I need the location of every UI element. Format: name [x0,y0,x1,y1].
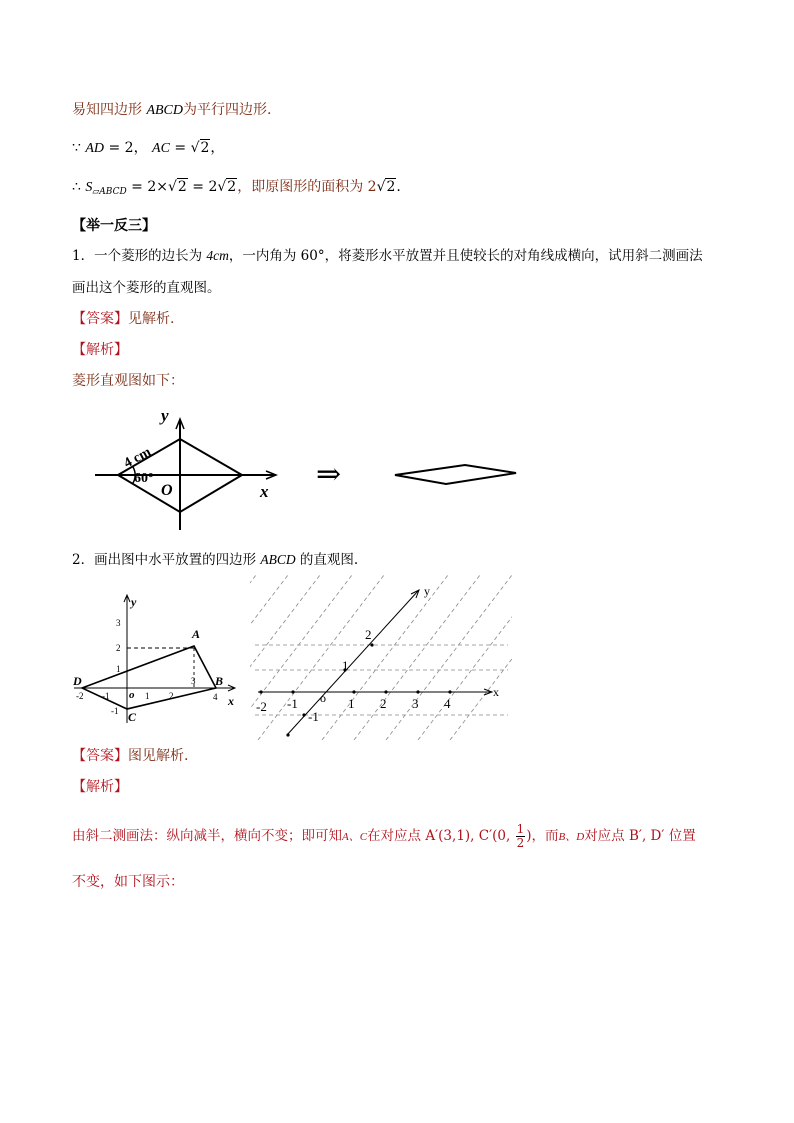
y-label: y [131,595,137,609]
x-tick: -2 [256,699,267,714]
origin-label: o [320,691,326,705]
section-title: 【举一反三】 [72,218,156,234]
oblique-rhombus [395,465,516,484]
q2-analysis-tag: 【解析】 [72,779,128,795]
x-tick: -2 [76,691,84,701]
rhombus-figure [90,405,530,530]
y-label: y [161,406,169,425]
angle-label: 60° [134,471,154,486]
point-d-label: D [73,674,82,688]
sqrt-expr: √2 [190,140,210,156]
y-tick: 1 [342,658,349,673]
q1-line-b: 画出这个菱形的直观图。 [72,280,221,296]
x-tick: -1 [102,691,110,701]
x-tick: 3 [412,696,419,711]
point-b-label: B [215,674,224,688]
side-label: 4 cm [121,444,154,472]
x-tick: 2 [169,691,174,701]
quad-name: ABCD [146,103,184,118]
q2-line: 2．画出图中水平放置的四边形 ABCD 的直观图. [72,552,359,568]
y-tick: 2 [116,643,121,653]
origin-label: o [129,689,135,701]
x-label: x [228,694,234,708]
origin-label: O [161,482,173,499]
x-tick: 2 [380,696,387,711]
x-tick: 1 [348,696,355,711]
y-tick: -1 [111,706,119,716]
point-a-label: A [192,627,201,641]
q2-solution-line: 由斜二测画法：纵向减半，横向不变；即可知A、C在对应点 A′(3,1), C′(0, $\frac{1}{2}$ )，而B、D对应点 B′, D′ 位置 [72,822,696,850]
oblique-grid-figure [250,575,512,740]
x-label: x [493,685,499,699]
q1-line-a: 1．一个菱形的边长为 4cm，一内角为 60°，将菱形水平放置并且使较长的对角线成横向，试用斜二测画法 [72,248,703,264]
y-tick: 2 [365,627,372,642]
text-line-parallelogram: 易知四边形 ABCD为平行四边形. [72,102,272,118]
point-c-label: C [128,710,137,724]
q1-analysis-text: 菱形直观图如下： [72,373,184,389]
q2-solution-end: 不变，如下图示： [72,874,184,890]
x-tick: 4 [213,692,218,702]
quadrilateral-figure [72,588,242,723]
y-label: y [424,584,430,598]
q2-answer: 【答案】图见解析. [72,748,189,764]
x-label: x [260,482,269,501]
text-line-given: ∵ AD = 2， AC = √2， [72,140,225,156]
text-line-area: ∴ $S_{▱ABCD} = 2\times√2 = 2√2$，即原图形的面积为 2√2. [72,179,401,197]
q1-analysis-tag: 【解析】 [72,342,128,358]
fraction-one-half: $\frac{1}{2}$ [516,822,525,850]
x-tick: -1 [287,696,298,711]
implies-arrow: ⇒ [316,458,342,491]
x-tick: 1 [145,691,150,701]
y-tick: 3 [116,618,121,628]
x-tick: 4 [444,696,451,711]
y-tick: -1 [308,709,319,724]
y-tick: 1 [116,664,121,674]
q1-answer: 【答案】见解析. [72,311,175,327]
x-tick: 3 [191,676,196,686]
